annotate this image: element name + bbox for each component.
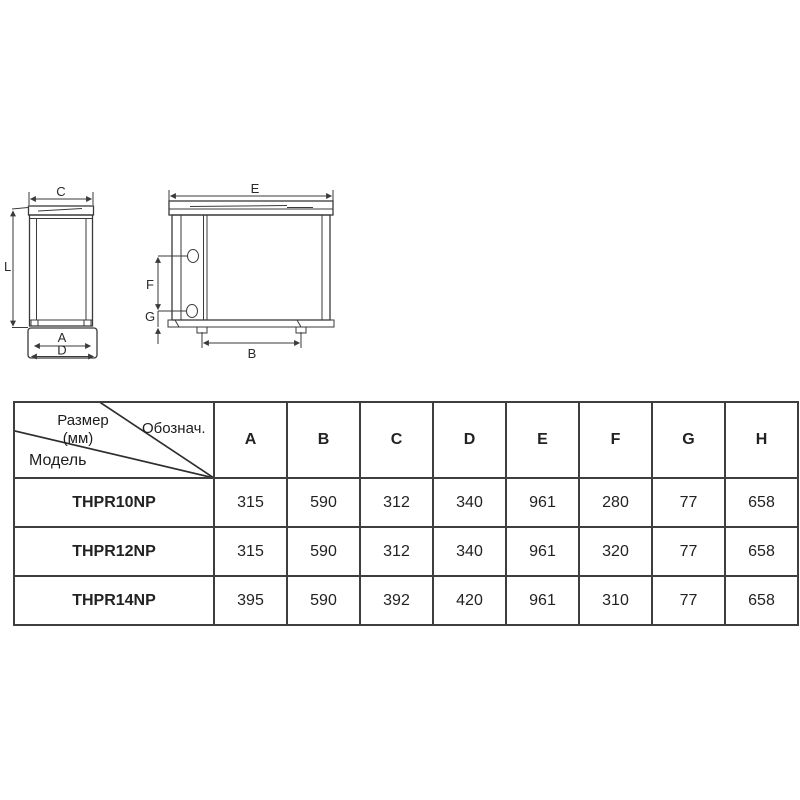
dim-value-cell: 310	[579, 576, 652, 625]
column-header-e: E	[506, 402, 579, 478]
side-top-grille-line	[38, 209, 82, 212]
dim-value-cell: 340	[433, 478, 506, 527]
front-view-diagram	[140, 180, 365, 370]
column-header-d: D	[433, 402, 506, 478]
dim-value-cell: 315	[214, 478, 287, 527]
dim-label-f: F	[146, 277, 154, 292]
dimensions-table	[13, 401, 799, 626]
dim-value-cell: 280	[579, 478, 652, 527]
dim-label-l: L	[4, 259, 12, 274]
dim-value-cell: 77	[652, 478, 725, 527]
corner-model-label: Модель	[29, 452, 87, 469]
dim-label-a: A	[57, 330, 67, 345]
column-header-c: C	[360, 402, 433, 478]
model-name-cell: THPR14NP	[14, 576, 214, 625]
table-corner-cell	[14, 402, 214, 478]
side-body	[30, 215, 93, 326]
model-name-cell: THPR12NP	[14, 527, 214, 576]
column-header-b: B	[287, 402, 360, 478]
side-foot-right	[84, 320, 91, 326]
dim-value-cell: 961	[506, 576, 579, 625]
dim-value-cell: 340	[433, 527, 506, 576]
model-name-cell: THPR10NP	[14, 478, 214, 527]
corner-size-unit: (мм)	[62, 430, 94, 447]
dim-value-cell: 658	[725, 576, 798, 625]
dim-label-c: C	[56, 184, 66, 199]
table-row	[14, 576, 798, 625]
dim-value-cell: 312	[360, 478, 433, 527]
front-body	[172, 215, 330, 320]
dim-value-cell: 590	[287, 527, 360, 576]
dim-value-cell: 420	[433, 576, 506, 625]
dimensions-table-wrap	[13, 401, 799, 626]
dim-label-d: D	[57, 342, 67, 358]
dim-label-e: E	[250, 181, 260, 196]
column-header-g: G	[652, 402, 725, 478]
dim-value-cell: 392	[360, 576, 433, 625]
column-header-h: H	[725, 402, 798, 478]
dim-value-cell: 590	[287, 478, 360, 527]
dim-value-cell: 77	[652, 527, 725, 576]
dim-value-cell: 315	[214, 527, 287, 576]
dim-value-cell: 395	[214, 576, 287, 625]
front-bottom-flange	[168, 320, 334, 327]
column-header-f: F	[579, 402, 652, 478]
dim-value-cell: 658	[725, 478, 798, 527]
dim-value-cell: 961	[506, 527, 579, 576]
corner-designation-label: Обознач.	[142, 420, 206, 437]
dim-value-cell: 961	[506, 478, 579, 527]
pipe-connection-top	[188, 250, 199, 263]
column-header-a: A	[214, 402, 287, 478]
front-top-grille-line	[190, 206, 287, 207]
dim-value-cell: 77	[652, 576, 725, 625]
side-view-diagram	[0, 180, 110, 370]
dim-value-cell: 590	[287, 576, 360, 625]
side-foot-left	[31, 320, 38, 326]
dim-value-cell: 312	[360, 527, 433, 576]
dim-label-b: B	[247, 346, 257, 361]
corner-size-label: Размер	[57, 412, 109, 429]
dim-value-cell: 658	[725, 527, 798, 576]
pipe-connection-bottom	[187, 305, 198, 318]
table-row	[14, 527, 798, 576]
table-row	[14, 478, 798, 527]
table-header-row	[14, 402, 798, 478]
dim-label-g: G	[145, 309, 156, 324]
dim-value-cell: 320	[579, 527, 652, 576]
